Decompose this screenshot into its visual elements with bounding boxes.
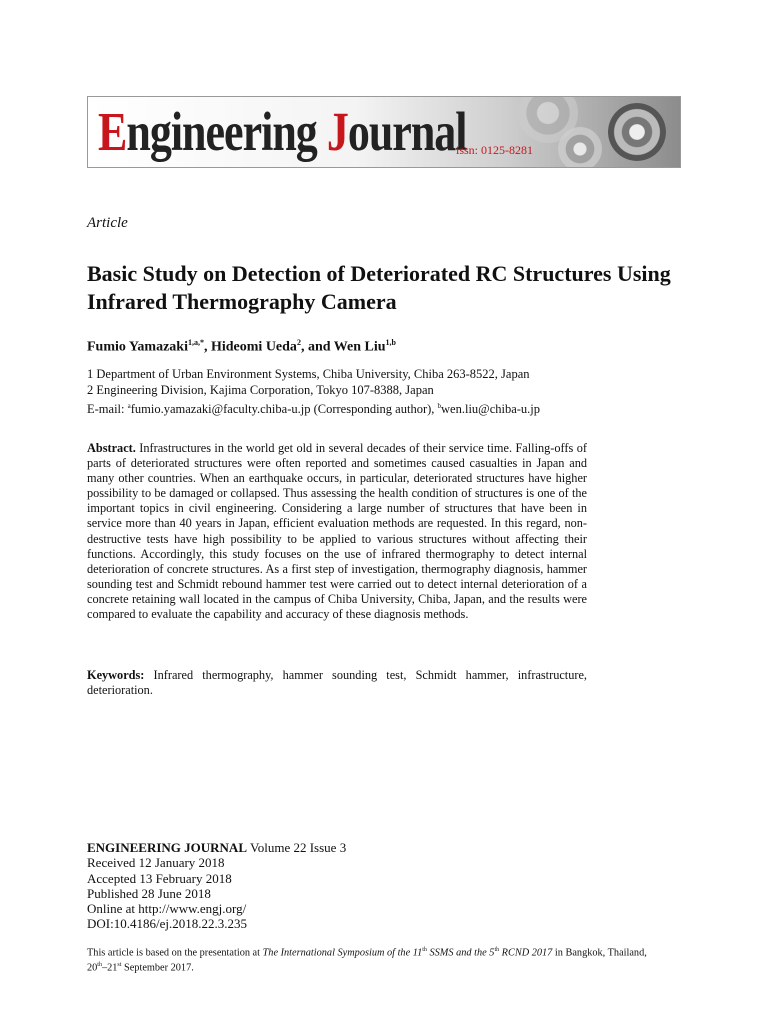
gear-graphic-3 xyxy=(558,127,602,168)
accepted-date: Accepted 13 February 2018 xyxy=(87,870,232,886)
email-link[interactable]: wen.liu@chiba-u.jp xyxy=(441,402,541,417)
email-link[interactable]: fumio.yamazaki@faculty.chiba-u.jp (Corresponding author), xyxy=(130,402,438,417)
journal-volume: Volume 22 Issue 3 xyxy=(247,840,347,855)
published-date: Published 28 June 2018 xyxy=(87,885,211,901)
affiliation-line: 1 Department of Urban Environment Systems, Chiba University, Chiba 263-8522, Japan xyxy=(87,367,530,381)
author-name: Hideomi Ueda xyxy=(210,339,297,355)
journal-banner xyxy=(87,96,681,168)
author-affil-sup: 1,b xyxy=(385,338,396,347)
affiliations xyxy=(87,366,707,417)
article-type-label: Article xyxy=(87,215,128,231)
footnote: This article is based on the presentation at The International Symposium of the 11th SSMS and the 5th RCND 2017 in Bangkok, Thailand, 20th–21st September 2017. xyxy=(87,947,647,974)
paper-title: Basic Study on Detection of Deteriorated RC Structures Using Infrared Thermography Camera xyxy=(87,261,671,314)
journal-volume-line xyxy=(87,840,346,855)
keywords-text: Infrared thermography, hammer sounding test, Schmidt hammer, infrastructure, deterioration. xyxy=(87,668,587,698)
doi-link[interactable]: DOI:10.4186/ej.2018.22.3.235 xyxy=(87,916,247,932)
author-list: Fumio Yamazaki$^{1,a,*}$, Hideomi Ueda$^2$, and Wen Liu$^{1,b}$ xyxy=(87,338,396,355)
author-affil-sup: 1,a,* xyxy=(187,338,204,347)
journal-info xyxy=(87,840,346,932)
author-name: Wen Liu xyxy=(333,339,386,355)
abstract-text: Infrastructures in the world get old in several decades of their service time. Falling-offs of parts of deteriorated structures were often reported and sometimes caused casualties in Japan and many other countries. When an earthquake occurs, in particular, deteriorated structures have higher possibility to be damaged or collapsed. Thus assessing the health condition of structures is one of the important topics in civil engineering. Considering a large number of structures that have been in service more than 40 years in Japan, efficient evaluation methods are requested. In this regard, non-destructive tests have high possibility to be applied to various structures without affecting their functions. Accordingly, this study focuses on the use of infrared thermography to detect internal deterioration of concrete structures. As a first step of investigation, thermography diagnosis, hammer sounding test and Schmidt rebound hammer test were carried out to detect internal deterioration of a concrete retaining wall located in the campus of Chiba University, Chiba, Japan, and the results were compared to evaluate the capability and accuracy of these diagnosis methods. xyxy=(87,441,587,622)
abstract-label: Abstract. xyxy=(87,441,136,455)
author-name: Fumio Yamazaki xyxy=(87,339,188,355)
journal-logo: Engineering Journal xyxy=(98,101,467,163)
gear-graphic-1 xyxy=(608,103,666,161)
keywords-label: Keywords: xyxy=(87,668,145,682)
abstract xyxy=(87,441,587,622)
keywords xyxy=(87,668,587,698)
online-link[interactable]: Online at http://www.engj.org/ xyxy=(87,901,247,917)
journal-name: ENGINEERING JOURNAL xyxy=(87,840,247,855)
affiliation-line: 2 Engineering Division, Kajima Corporation, Tokyo 107-8388, Japan xyxy=(87,383,434,397)
author-affil-sup: 2 xyxy=(296,338,301,347)
received-date: Received 12 January 2018 xyxy=(87,855,225,871)
issn-label: issn: 0125-8281 xyxy=(456,143,534,157)
email-line: E-mail: $^a$fumio.yamazaki@faculty.chiba-u.jp (Corresponding author), $^b$wen.liu@chiba-u.jp xyxy=(87,402,541,417)
